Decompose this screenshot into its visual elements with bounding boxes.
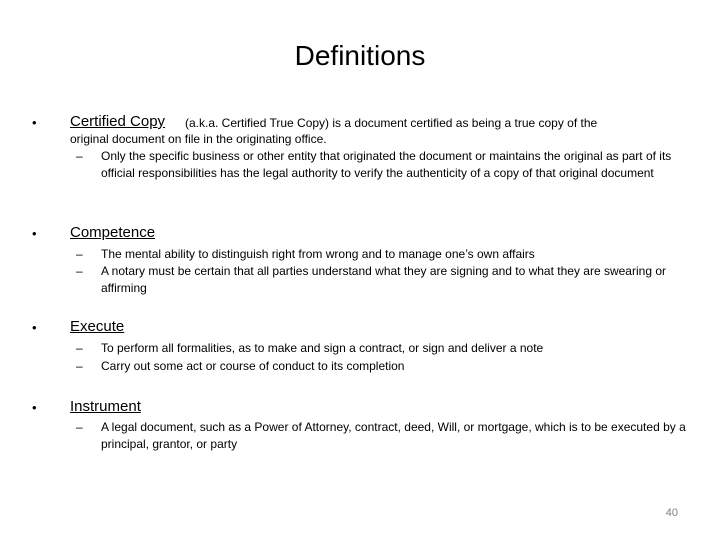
competence-subpoint-2: A notary must be certain that all parties understand what they are signing and to what they are swearing or affirming: [101, 264, 666, 295]
term-execute: Execute: [70, 318, 125, 335]
execute-subpoint-2: Carry out some act or course of conduct to its completion: [101, 359, 405, 373]
page-number: 40: [665, 507, 678, 519]
certified-copy-description-line2: original document on file in the originating office.: [70, 132, 327, 146]
dash-execute-1: –: [76, 341, 83, 355]
term-instrument: Instrument: [70, 398, 141, 415]
certified-copy-description-line1: (a.k.a. Certified True Copy) is a document certified as being a true copy of the: [185, 116, 598, 130]
term-certified-copy: Certified Copy: [70, 113, 166, 130]
bullet-instrument: •: [32, 400, 37, 415]
term-competence: Competence: [70, 224, 156, 241]
competence-subpoint-1: The mental ability to distinguish right from wrong and to manage one’s own affairs: [101, 247, 535, 261]
instrument-subpoint-1: A legal document, such as a Power of Attorney, contract, deed, Will, or mortgage, which is to be executed by a principal, grantor, or party: [101, 420, 686, 451]
bullet-competence: •: [32, 226, 37, 241]
dash-competence-2: –: [76, 264, 83, 278]
slide-title: Definitions: [294, 40, 426, 71]
certified-copy-subpoint-1: Only the specific business or other entity that originated the document or maintains the original as part of its official responsibilities has the legal authority to verify the authenticity of a copy of that original document: [101, 149, 672, 180]
dash-execute-2: –: [76, 359, 83, 373]
dash-competence-1: –: [76, 247, 83, 261]
execute-subpoint-1: To perform all formalities, as to make and sign a contract, or sign and deliver a note: [101, 341, 544, 355]
dash-certified-copy-1: –: [76, 149, 83, 163]
dash-instrument-1: –: [76, 420, 83, 434]
bullet-execute: •: [32, 320, 37, 335]
bullet-certified-copy: •: [32, 115, 37, 130]
